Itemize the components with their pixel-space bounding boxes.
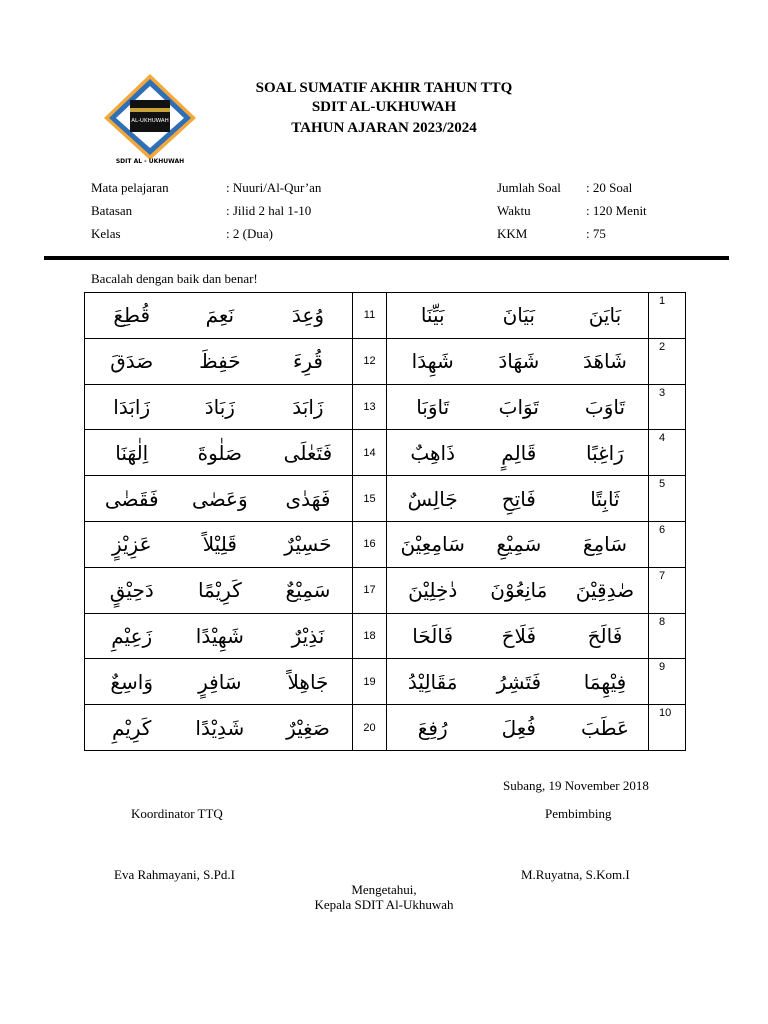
table-row: [85, 384, 686, 430]
arabic-word: شَاهَدَ: [582, 349, 627, 374]
arabic-word: قُطِعَ: [113, 303, 151, 328]
arabic-word: فَالَحَ: [587, 623, 623, 648]
question-number-right: 6: [649, 521, 686, 567]
question-number-left: 20: [353, 705, 387, 751]
arabic-word: نَعِمَ: [205, 303, 235, 328]
arabic-word: فَتَشِرُ: [496, 669, 542, 694]
arabic-word: بَيَانَ: [502, 303, 535, 328]
arabic-word: شَهَادَ: [498, 349, 540, 374]
logo-text-bottom: SDIT AL - UKHUWAH: [115, 158, 185, 164]
arabic-word: كَرِيْمًا: [197, 578, 242, 603]
table-row: [85, 476, 686, 522]
question-number-left: 13: [353, 384, 387, 430]
question-number-left: 11: [353, 293, 387, 339]
arabic-word: فَتَعٰلَى: [283, 440, 333, 465]
info-label-kkm: KKM: [497, 226, 528, 241]
arabic-word: وَعَصٰى: [192, 486, 248, 511]
question-words-left: [85, 476, 353, 522]
table-row: [85, 567, 686, 613]
question-number-left: 18: [353, 613, 387, 659]
place-date: Subang, 19 November 2018: [503, 778, 649, 793]
coordinator-name: Eva Rahmayani, S.Pd.I: [114, 867, 235, 882]
info-value-question-count: : 20 Soal: [586, 180, 633, 195]
question-words-left: [85, 293, 353, 339]
info-value-scope: : Jilid 2 hal 1-10: [226, 203, 312, 218]
arabic-word: دٰخِلِيْنَ: [408, 578, 458, 603]
document-title-line2: SDIT AL-UKHUWAH: [311, 99, 457, 115]
table-row: [85, 659, 686, 705]
arabic-word: سَافِرٍ: [198, 669, 242, 694]
question-words-right: [387, 521, 649, 567]
info-label-scope: Batasan: [91, 203, 133, 218]
arabic-word: تَاوَبَ: [584, 394, 626, 419]
question-number-right: 10: [649, 705, 686, 751]
arabic-word: رُفِعَ: [417, 715, 448, 740]
question-number-left: 19: [353, 659, 387, 705]
question-words-right: [387, 705, 649, 751]
supervisor-title: Pembimbing: [545, 806, 612, 821]
info-value-time: : 120 Menit: [586, 203, 647, 218]
arabic-word: شَدِيْدًا: [195, 715, 245, 740]
arabic-word: حَسِيْرٌ: [284, 532, 332, 557]
arabic-word: وَاسِعٌ: [110, 669, 154, 694]
arabic-word: ذَاهِبٌ: [410, 440, 456, 465]
instruction-text: Bacalah dengan baik dan benar!: [91, 271, 258, 286]
question-words-right: [387, 338, 649, 384]
arabic-word: عَزِيْزٍ: [111, 532, 152, 557]
info-value-subject: : Nuuri/Al-Qur’an: [226, 180, 322, 195]
arabic-word: بَايَنَ: [588, 303, 622, 328]
arabic-word: جَاهِلاً: [287, 669, 329, 694]
table-row: [85, 430, 686, 476]
document-title-line1: SOAL SUMATIF AKHIR TAHUN TTQ: [255, 80, 513, 96]
table-row: [85, 613, 686, 659]
arabic-word: مَقَالِيْدُ: [407, 669, 458, 694]
header-divider: [44, 256, 729, 260]
question-number-left: 14: [353, 430, 387, 476]
info-label-subject: Mata pelajaran: [91, 180, 169, 195]
question-words-right: [387, 384, 649, 430]
arabic-word: وُعِدَ: [291, 303, 324, 328]
question-words-right: [387, 293, 649, 339]
arabic-word: فُعِلَ: [501, 715, 536, 740]
arabic-word: سَمِيْعٌ: [285, 578, 331, 603]
question-words-left: [85, 338, 353, 384]
arabic-word: سَمِيْعِ: [496, 532, 542, 557]
question-words-left: [85, 567, 353, 613]
question-number-right: 9: [649, 659, 686, 705]
arabic-word: بَيِّنَا: [420, 303, 445, 328]
info-label-question-count: Jumlah Soal: [497, 180, 561, 195]
question-number-right: 8: [649, 613, 686, 659]
question-words-right: [387, 476, 649, 522]
question-number-right: 3: [649, 384, 686, 430]
question-words-right: [387, 567, 649, 613]
arabic-word: اِلٰهَنَا: [115, 440, 149, 465]
arabic-word: فَالَحَا: [412, 623, 454, 648]
question-words-left: [85, 384, 353, 430]
arabic-word: حَفِظَ: [199, 349, 241, 374]
arabic-word: زَابَدَ: [292, 394, 324, 419]
arabic-word: زَابَدَا: [113, 394, 151, 419]
arabic-word: رَاغِبًا: [586, 440, 624, 465]
question-number-left: 16: [353, 521, 387, 567]
arabic-word: صَدَقَ: [110, 349, 154, 374]
info-label-time: Waktu: [497, 203, 531, 218]
question-words-left: [85, 521, 353, 567]
arabic-word: تَاوَبَا: [416, 394, 450, 419]
question-words-right: [387, 613, 649, 659]
question-words-left: [85, 659, 353, 705]
arabic-word: فَلَاحَ: [501, 623, 537, 648]
question-number-left: 12: [353, 338, 387, 384]
principal-title: Kepala SDIT Al-Ukhuwah: [314, 897, 454, 912]
arabic-word: فَقَضٰى: [104, 486, 159, 511]
arabic-word: زَعِيْمِ: [111, 623, 153, 648]
arabic-word: فَاتِحِ: [501, 486, 536, 511]
question-number-right: 7: [649, 567, 686, 613]
reading-questions-table: [84, 292, 686, 751]
question-words-left: [85, 705, 353, 751]
supervisor-name: M.Ruyatna, S.Kom.I: [521, 867, 630, 882]
acknowledged-text: Mengetahui,: [351, 882, 417, 897]
arabic-word: سَامِعَ: [582, 532, 628, 557]
arabic-word: سَامِعِيْنَ: [400, 532, 465, 557]
question-number-right: 5: [649, 476, 686, 522]
table-row: [85, 521, 686, 567]
logo-text-top: AL-UKHUWAH: [131, 118, 169, 124]
arabic-word: قَالِمٍ: [501, 440, 537, 465]
question-number-right: 4: [649, 430, 686, 476]
arabic-word: دَحِيْقٍ: [109, 578, 154, 603]
info-value-kkm: : 75: [586, 226, 606, 241]
arabic-word: زَبَادَ: [204, 394, 235, 419]
arabic-word: صٰدِقِيْنَ: [575, 578, 635, 603]
arabic-word: تَوَابَ: [498, 394, 539, 419]
arabic-word: جَالِسٌ: [407, 486, 458, 511]
coordinator-title: Koordinator TTQ: [131, 806, 223, 821]
arabic-word: قُرِءَ: [292, 349, 323, 374]
question-number-right: 2: [649, 338, 686, 384]
arabic-word: شَهِيْدًا: [195, 623, 244, 648]
question-words-right: [387, 430, 649, 476]
question-words-left: [85, 430, 353, 476]
arabic-word: صَلٰوةَ: [197, 440, 243, 465]
arabic-word: كَرِيْمِ: [112, 715, 152, 740]
table-row: [85, 705, 686, 751]
table-row: [85, 338, 686, 384]
arabic-word: قَلِيْلاً: [202, 532, 237, 557]
document-title-line3: TAHUN AJARAN 2023/2024: [291, 120, 477, 136]
info-value-class: : 2 (Dua): [226, 226, 273, 241]
arabic-word: عَطَبَ: [580, 715, 629, 740]
question-words-left: [85, 613, 353, 659]
arabic-word: مَانِعُوْنَ: [490, 578, 548, 603]
table-row: [85, 293, 686, 339]
arabic-word: شَهِدَا: [411, 349, 454, 374]
arabic-word: نَذِيْرٌ: [291, 623, 325, 648]
arabic-word: فِيْهِمَا: [583, 669, 627, 694]
arabic-word: ثَابِتًا: [590, 486, 620, 511]
arabic-word: صَغِيْرٌ: [286, 715, 330, 740]
arabic-word: فَهَدٰى: [285, 486, 331, 511]
question-number-left: 17: [353, 567, 387, 613]
question-words-right: [387, 659, 649, 705]
question-number-left: 15: [353, 476, 387, 522]
info-label-class: Kelas: [91, 226, 121, 241]
question-number-right: 1: [649, 293, 686, 339]
